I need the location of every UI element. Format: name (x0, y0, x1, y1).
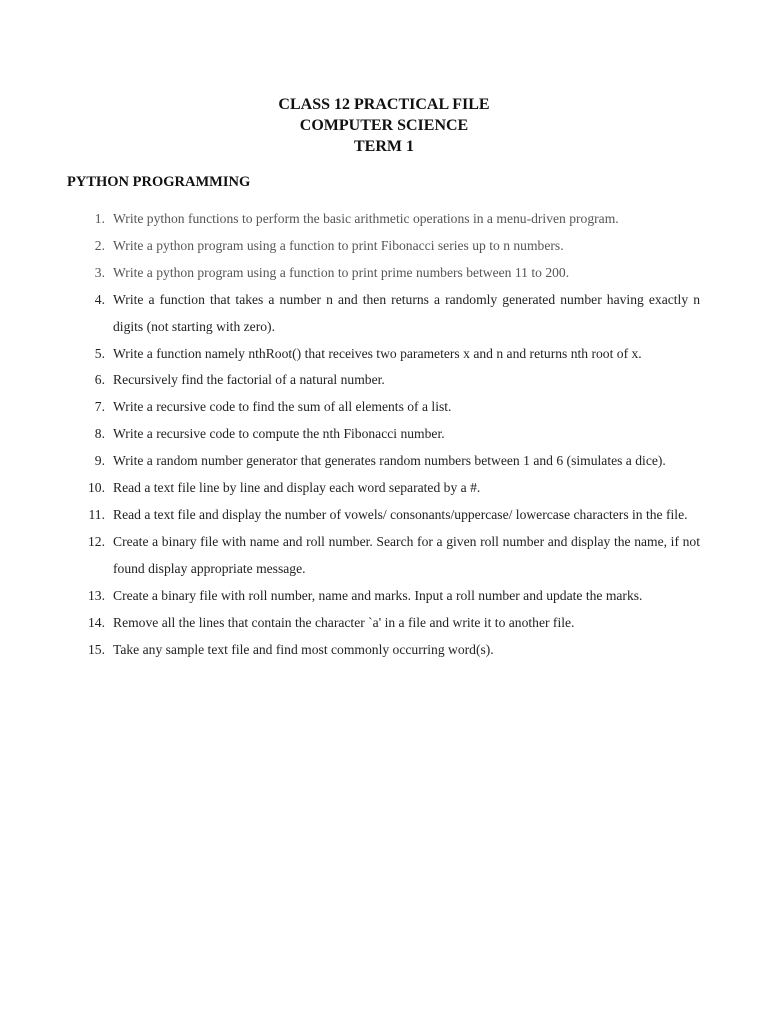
list-item (76, 529, 700, 583)
title-line-3: TERM 1 (354, 138, 414, 155)
list-item-text: Write a python program using a function to print Fibonacci series up to n numbers. (113, 237, 564, 253)
document-title (0, 94, 768, 157)
list-item-text: Take any sample text file and find most commonly occurring word(s). (113, 641, 494, 657)
list-item-number: 13. (88, 587, 105, 603)
list-item (76, 502, 700, 529)
list-item (76, 421, 700, 448)
list-item-number: 1. (94, 211, 105, 226)
list-item (76, 394, 700, 421)
list-item (76, 637, 700, 664)
list-item-text: Create a binary file with roll number, name and marks. Input a roll number and update the marks. (113, 587, 643, 603)
list-item-number: 12. (88, 533, 105, 549)
list-item-text: Read a text file and display the number of vowels/ consonants/uppercase/ lowercase characters in the file. (113, 506, 688, 522)
list-item-number: 3. (94, 264, 105, 280)
list-item-text: Write a recursive code to compute the nth Fibonacci number. (113, 426, 445, 442)
list-item-text: Write python functions to perform the basic arithmetic operations in a menu-driven program. (113, 211, 619, 226)
list-item (76, 475, 700, 502)
list-item-text: Remove all the lines that contain the character `a' in a file and write it to another file. (113, 614, 575, 630)
list-item (76, 610, 700, 637)
list-item (76, 233, 700, 260)
list-item-number: 10. (88, 480, 105, 496)
list-item-number: 11. (88, 506, 105, 522)
list-item-number: 4. (94, 291, 105, 307)
task-list (76, 206, 700, 663)
list-item-text: Write a random number generator that generates random numbers between 1 and 6 (simulates a dice). (113, 453, 666, 469)
list-item-text: Write a function that takes a number n and then returns a randomly generated number having exactly n digits (not starting with zero). (113, 291, 700, 334)
list-item (76, 341, 700, 368)
title-line-2: COMPUTER SCIENCE (299, 117, 469, 134)
list-item-text: Recursively find the factorial of a natural number. (113, 372, 385, 388)
list-item-number: 2. (94, 237, 105, 253)
list-item-number: 14. (88, 614, 105, 630)
list-item (76, 448, 700, 475)
list-item-text: Write a recursive code to find the sum of all elements of a list. (113, 399, 452, 415)
title-line-1: CLASS 12 PRACTICAL FILE (278, 96, 490, 113)
list-item-number: 5. (94, 345, 105, 361)
list-item-number: 7. (94, 399, 105, 415)
list-item (76, 206, 700, 233)
list-item-text: Write a function namely nthRoot() that receives two parameters x and n and returns nth root of x. (113, 345, 642, 361)
list-item-text: Create a binary file with name and roll number. Search for a given roll number and display the name, if not found display appropriate message. (113, 533, 700, 576)
list-item-text: Write a python program using a function to print prime numbers between 11 to 200. (113, 264, 570, 280)
section-heading: PYTHON PROGRAMMING (67, 174, 251, 190)
list-item-number: 6. (94, 372, 105, 388)
list-item-number: 15. (88, 641, 105, 657)
list-item (76, 367, 700, 394)
list-item (76, 260, 700, 287)
list-item (76, 583, 700, 610)
list-item (76, 287, 700, 341)
list-item-number: 8. (94, 426, 105, 442)
list-item-number: 9. (94, 453, 105, 469)
list-item-text: Read a text file line by line and display each word separated by a #. (113, 480, 481, 496)
